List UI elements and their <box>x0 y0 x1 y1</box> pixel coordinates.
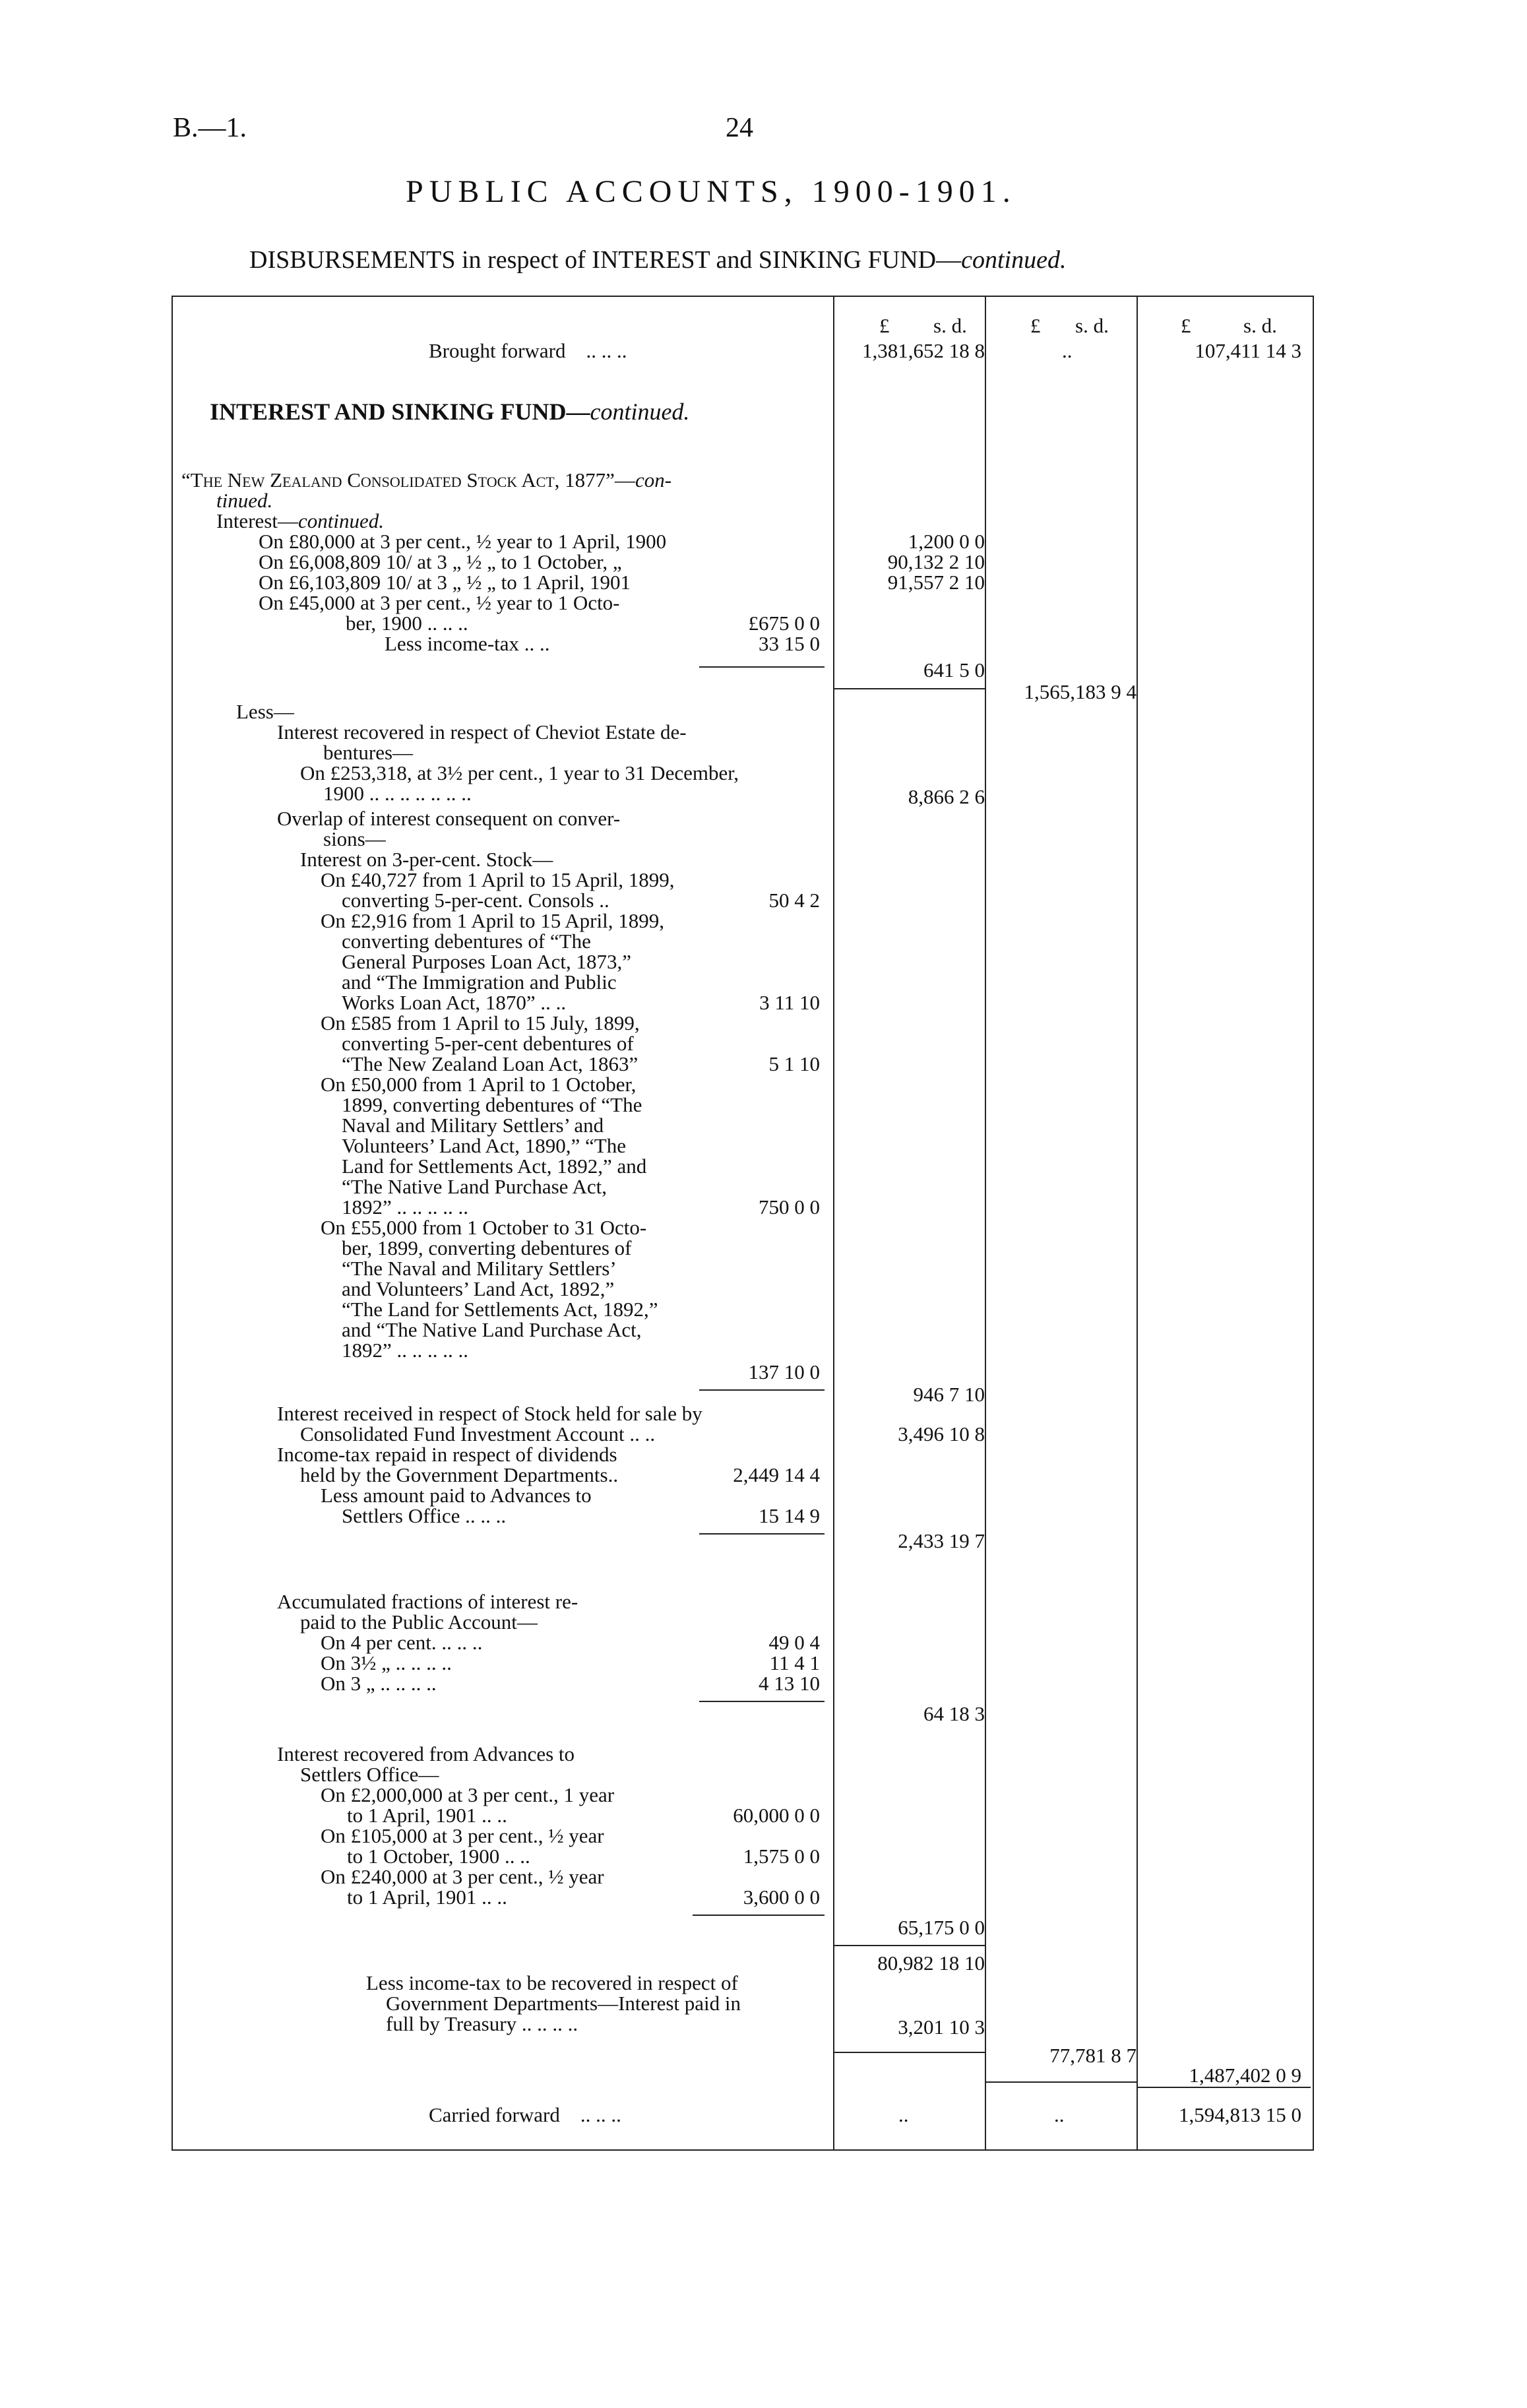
stock-held-line1: Interest received in respect of Stock held for sale by <box>277 1402 702 1425</box>
income-tax-line4: Settlers Office .. .. .. <box>342 1504 507 1527</box>
overlap-item-2-line: and “The Immigration and Public <box>342 970 617 994</box>
less-heading: Less— <box>236 700 294 723</box>
interest-amount-3: 91,557 2 10 <box>887 571 985 594</box>
brought-forward-label: Brought forward .. .. .. <box>429 339 627 362</box>
fractions-line1: Accumulated fractions of interest re- <box>277 1590 578 1613</box>
rule <box>699 666 825 668</box>
rule <box>699 1389 825 1391</box>
advances-line1: Interest recovered from Advances to <box>277 1742 575 1765</box>
overlap-item-5-line: 1892” .. .. .. .. .. <box>342 1339 469 1362</box>
interest-amount-1: 1,200 0 0 <box>908 530 985 553</box>
overlap-item-5-line: and “The Native Land Purchase Act, <box>342 1318 642 1341</box>
advances-line2: Settlers Office— <box>300 1763 439 1786</box>
fractions-item-1-label: On 4 per cent. .. .. .. <box>321 1631 483 1654</box>
overlap-item-1-line: converting 5-per-cent. Consols .. <box>342 889 609 912</box>
rule <box>693 1915 825 1916</box>
col3-pound: £ <box>1181 314 1191 337</box>
advances-item-2-amount: 1,575 0 0 <box>743 1845 820 1868</box>
act-heading: “The New Zealand Consolidated Stock Act, 1877”—con- <box>181 468 672 491</box>
rule <box>986 2081 1137 2083</box>
rule <box>834 1945 985 1946</box>
cheviot-line2: bentures— <box>323 741 414 764</box>
stock-held-line2: Consolidated Fund Investment Account .. .. <box>300 1422 656 1445</box>
overlap-item-5-line: “The Land for Settlements Act, 1892,” <box>342 1298 658 1321</box>
overlap-item-5-line: “The Naval and Military Settlers’ <box>342 1257 617 1280</box>
page-title: PUBLIC ACCOUNTS, 1900-1901. <box>406 174 1016 209</box>
advances-item-2-line: On £105,000 at 3 per cent., ½ year <box>321 1824 604 1847</box>
advances-item-3-line: On £240,000 at 3 per cent., ½ year <box>321 1865 604 1888</box>
carried-forward-label: Carried forward .. .. .. <box>429 2103 621 2126</box>
fractions-total: 64 18 3 <box>923 1702 985 1725</box>
cheviot-amount: 8,866 2 6 <box>908 785 985 808</box>
cheviot-line3: On £253,318, at 3½ per cent., 1 year to 31 December, <box>300 761 739 784</box>
overlap-item-4-line: “The Native Land Purchase Act, <box>342 1175 607 1198</box>
less-tax-line3: full by Treasury .. .. .. .. <box>386 2012 578 2035</box>
interest-45000-less-label: Less income-tax .. .. <box>385 632 550 655</box>
interest-line-3: On £6,103,809 10/ at 3 „ ½ „ to 1 April, 1901 <box>259 571 631 594</box>
advances-item-1-line: to 1 April, 1901 .. .. <box>347 1804 507 1827</box>
overlap-item-4-line: On £50,000 from 1 April to 1 October, <box>321 1073 637 1096</box>
overlap-item-4-line: Naval and Military Settlers’ and <box>342 1114 604 1137</box>
stock-held-amount: 3,496 10 8 <box>898 1422 985 1445</box>
rule <box>1138 2087 1311 2088</box>
carried-forward-c1: .. <box>898 2103 909 2126</box>
overlap-item-4-line: Volunteers’ Land Act, 1890,” “The <box>342 1134 627 1157</box>
carried-forward-c3: 1,594,813 15 0 <box>1179 2103 1301 2126</box>
advances-item-1-amount: 60,000 0 0 <box>733 1804 820 1827</box>
income-tax-net: 2,433 19 7 <box>898 1529 985 1552</box>
less-tax-line2: Government Departments—Interest paid in <box>386 1992 741 2015</box>
fractions-line2: paid to the Public Account— <box>300 1610 538 1633</box>
overlap-item-2-amount: 3 11 10 <box>759 991 820 1014</box>
overlap-item-2-line: General Purposes Loan Act, 1873,” <box>342 950 632 973</box>
interest-45000-net: 641 5 0 <box>923 658 985 681</box>
col1-sd: s. d. <box>933 314 967 337</box>
overlap-item-2-line: Works Loan Act, 1870” .. .. <box>342 991 567 1014</box>
page-subtitle: DISBURSEMENTS in respect of INTEREST and SINKING FUND—continued. <box>249 246 1067 274</box>
rule <box>834 688 985 689</box>
interest-45000-line1: On £45,000 at 3 per cent., ½ year to 1 Octo- <box>259 591 620 614</box>
advances-item-3-line: to 1 April, 1901 .. .. <box>347 1885 507 1909</box>
cheviot-line1: Interest recovered in respect of Cheviot Estate de- <box>277 720 687 744</box>
income-tax-line3: Less amount paid to Advances to <box>321 1484 592 1507</box>
income-tax-line2: held by the Government Departments.. <box>300 1463 619 1486</box>
carried-forward-c2: .. <box>1054 2103 1065 2126</box>
overlap-item-1-amount: 50 4 2 <box>768 889 820 912</box>
col2-sd: s. d. <box>1075 314 1109 337</box>
overlap-item-1-line: On £40,727 from 1 April to 15 April, 1899, <box>321 868 675 891</box>
interest-45000-gross: £675 0 0 <box>748 612 820 635</box>
overlap-line2: sions— <box>323 827 386 850</box>
section-title: INTEREST AND SINKING FUND—continued. <box>210 398 690 425</box>
overlap-item-5-line: ber, 1899, converting debentures of <box>342 1236 632 1259</box>
col2-pound: £ <box>1030 314 1041 337</box>
column-divider-3 <box>1137 297 1138 2149</box>
overlap-item-4-line: Land for Settlements Act, 1892,” and <box>342 1155 647 1178</box>
fractions-item-2-label: On 3½ „ .. .. .. .. <box>321 1651 452 1674</box>
interest-amount-2: 90,132 2 10 <box>887 550 985 573</box>
rule <box>699 1701 825 1702</box>
subtotal: 80,982 18 10 <box>877 1951 985 1975</box>
interest-line-1: On £80,000 at 3 per cent., ½ year to 1 April, 1900 <box>259 530 667 553</box>
overlap-item-5-line: and Volunteers’ Land Act, 1892,” <box>342 1277 615 1300</box>
interest-heading: Interest—continued. <box>216 509 384 532</box>
overlap-item-4-line: 1899, converting debentures of “The <box>342 1093 642 1116</box>
advances-total: 65,175 0 0 <box>898 1916 985 1939</box>
fractions-item-3-label: On 3 „ .. .. .. .. <box>321 1672 437 1695</box>
col3-sd: s. d. <box>1243 314 1277 337</box>
fractions-item-1-amount: 49 0 4 <box>768 1631 820 1654</box>
overlap-item-2-line: converting debentures of “The <box>342 930 591 953</box>
act-heading-cont: tinued. <box>216 489 273 512</box>
page-ref: B.—1. <box>173 113 247 143</box>
interest-total: 1,565,183 9 4 <box>1024 680 1137 703</box>
rule <box>834 2052 985 2053</box>
overlap-item-4-line: 1892” .. .. .. .. .. <box>342 1195 469 1219</box>
advances-item-2-line: to 1 October, 1900 .. .. <box>347 1845 530 1868</box>
income-tax-gross: 2,449 14 4 <box>733 1463 820 1486</box>
interest-line-2: On £6,008,809 10/ at 3 „ ½ „ to 1 October, „ <box>259 550 622 573</box>
overlap-item-3-line: converting 5-per-cent debentures of <box>342 1032 634 1055</box>
overlap-item-5-amount: 137 10 0 <box>748 1360 820 1383</box>
overlap-line1: Overlap of interest consequent on conver- <box>277 807 621 830</box>
interest-45000-line2: ber, 1900 .. .. .. <box>346 612 468 635</box>
column-divider-2 <box>985 297 986 2149</box>
net-total: 1,487,402 0 9 <box>1189 2064 1301 2087</box>
overlap-item-3-amount: 5 1 10 <box>768 1052 820 1075</box>
advances-item-1-line: On £2,000,000 at 3 per cent., 1 year <box>321 1783 615 1806</box>
income-tax-line1: Income-tax repaid in respect of dividends <box>277 1443 617 1466</box>
advances-item-3-amount: 3,600 0 0 <box>743 1885 820 1909</box>
column-divider-1 <box>833 297 834 2149</box>
less-total: 77,781 8 7 <box>1049 2044 1137 2067</box>
overlap-item-5-line: On £55,000 from 1 October to 31 Octo- <box>321 1216 647 1239</box>
interest-45000-less: 33 15 0 <box>759 632 820 655</box>
col1-pound: £ <box>879 314 890 337</box>
brought-forward-c1: 1,381,652 18 8 <box>862 339 985 362</box>
overlap-item-2-line: On £2,916 from 1 April to 15 April, 1899, <box>321 909 664 932</box>
fractions-item-2-amount: 11 4 1 <box>769 1651 820 1674</box>
overlap-total: 946 7 10 <box>913 1383 985 1406</box>
overlap-item-4-amount: 750 0 0 <box>759 1195 820 1219</box>
overlap-item-3-line: “The New Zealand Loan Act, 1863” <box>342 1052 639 1075</box>
less-tax-line1: Less income-tax to be recovered in respect of <box>366 1971 738 1994</box>
brought-forward-c2: .. <box>1062 339 1073 362</box>
less-tax-amount: 3,201 10 3 <box>898 2015 985 2039</box>
cheviot-line4: 1900 .. .. .. .. .. .. .. <box>323 782 472 805</box>
page-number: 24 <box>726 113 753 143</box>
overlap-line3: Interest on 3-per-cent. Stock— <box>300 848 553 871</box>
income-tax-less: 15 14 9 <box>759 1504 820 1527</box>
overlap-item-3-line: On £585 from 1 April to 15 July, 1899, <box>321 1011 640 1034</box>
fractions-item-3-amount: 4 13 10 <box>759 1672 820 1695</box>
rule <box>699 1533 825 1535</box>
brought-forward-c3: 107,411 14 3 <box>1195 339 1301 362</box>
